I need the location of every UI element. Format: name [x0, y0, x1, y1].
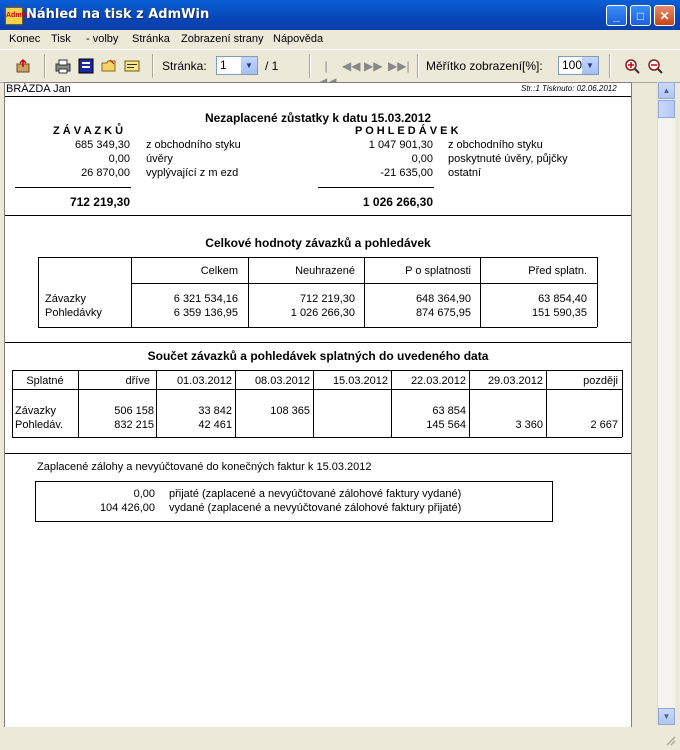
print-preview-page: [4, 82, 632, 728]
table-header: Neuhrazené: [295, 265, 355, 277]
title-bar[interactable]: [0, 0, 680, 30]
table-cell: 506 158: [114, 405, 154, 417]
resize-grip-icon[interactable]: [664, 734, 676, 746]
table-header: dříve: [125, 375, 150, 387]
table-border: [480, 257, 481, 327]
toolbar-separator: [609, 54, 611, 78]
vertical-scrollbar[interactable]: [657, 82, 675, 725]
table-cell: Závazky: [15, 405, 56, 417]
maximize-button[interactable]: □: [630, 5, 651, 26]
advance-value: 104 426,00: [99, 502, 155, 514]
zoom-select[interactable]: [558, 56, 599, 75]
table-cell: 2 667: [590, 419, 618, 431]
divider: [5, 96, 631, 97]
table-header: 01.03.2012: [176, 375, 232, 387]
menu-tisk[interactable]: Tisk: [51, 33, 71, 45]
zoom-out-icon[interactable]: [647, 58, 663, 74]
zoom-select-value: 100: [562, 58, 583, 72]
status-bar: [0, 727, 680, 750]
toolbar: [0, 49, 680, 83]
zavazky-label: úvěry: [146, 153, 173, 165]
zavazky-heading: Z Á V A Z K Ů: [53, 125, 124, 137]
toolbar-separator: [309, 54, 311, 78]
table-cell: 42 461: [198, 419, 232, 431]
divider: [5, 453, 631, 454]
pohledavky-value: -21 635,00: [380, 167, 433, 179]
table-header: 08.03.2012: [254, 375, 310, 387]
open-icon[interactable]: [101, 58, 117, 74]
table-border: [597, 257, 598, 327]
table-border: [12, 437, 622, 438]
scroll-thumb[interactable]: [658, 100, 675, 118]
zavazky-label: z obchodního styku: [146, 139, 241, 151]
table-cell: Závazky: [45, 293, 86, 305]
divider: [5, 342, 631, 343]
zavazky-total: 712 219,30: [69, 195, 130, 209]
table-header: Před splatn.: [528, 265, 587, 277]
last-page-icon[interactable]: ▶▶|: [388, 59, 410, 73]
table-cell: 874 675,95: [415, 307, 471, 319]
table-border: [38, 327, 597, 328]
table-border: [38, 257, 597, 258]
advance-value: 0,00: [133, 488, 155, 500]
table-header: Splatné: [26, 375, 64, 387]
table-header: 15.03.2012: [332, 375, 388, 387]
table-cell: 33 842: [198, 405, 232, 417]
table-border: [622, 370, 623, 437]
page-total: / 1: [265, 59, 279, 73]
menu-stranka[interactable]: Stránka: [132, 33, 170, 45]
pohledavky-label: z obchodního styku: [448, 139, 543, 151]
exit-icon[interactable]: [15, 58, 31, 74]
section-title-unpaid: Nezaplacené zůstatky k datu 15.03.2012: [204, 111, 432, 125]
menu-konec[interactable]: Konec: [9, 33, 41, 45]
toolbar-separator: [152, 54, 154, 78]
next-page-icon[interactable]: ▶▶: [364, 59, 383, 73]
pohledavky-label: poskytnuté úvěry, půjčky: [448, 153, 568, 165]
report-header-right: Str.:1 Tisknuto: 02.06.2012: [521, 84, 617, 93]
pohledavek-heading: P O H L E D Á V E K: [355, 125, 459, 137]
table-cell: 832 215: [114, 419, 154, 431]
table-cell: 151 590,35: [531, 307, 587, 319]
zoom-label: Měřítko zobrazení[%]:: [426, 59, 543, 73]
table-cell: 63 854: [432, 405, 466, 417]
scroll-down-icon[interactable]: ▼: [658, 708, 675, 725]
advance-label: vydané (zaplacené a nevyúčtované zálohové faktury přijaté): [169, 502, 462, 514]
table-cell: 712 219,30: [299, 293, 355, 305]
minimize-button[interactable]: _: [606, 5, 627, 26]
close-button[interactable]: ✕: [654, 5, 675, 26]
page-select[interactable]: [216, 56, 258, 75]
table-border: [38, 257, 39, 327]
table-header: P o splatnosti: [405, 265, 471, 277]
zavazky-value: 685 349,30: [74, 139, 130, 151]
pohledavky-total: 1 026 266,30: [362, 195, 433, 209]
menu-napoveda[interactable]: Nápověda: [273, 33, 324, 45]
table-cell: 108 365: [270, 405, 310, 417]
table-header: 22.03.2012: [410, 375, 466, 387]
table-cell: 6 321 534,16: [173, 293, 238, 305]
scroll-up-icon[interactable]: ▲: [658, 82, 675, 99]
toolbar-separator: [44, 54, 46, 78]
report-header-left: BRÁZDA Jan: [6, 83, 71, 95]
table-cell: Pohledávky: [45, 307, 102, 319]
section-title-totals: Celkové hodnoty závazků a pohledávek: [205, 236, 431, 250]
table-border: [12, 389, 622, 390]
export-icon[interactable]: [124, 58, 140, 74]
table-border: [131, 257, 132, 327]
page-select-value: 1: [220, 58, 227, 72]
app-icon: AdmWin: [5, 7, 23, 25]
table-header: 29.03.2012: [487, 375, 543, 387]
section-title-due: Součet závazků a pohledávek splatných do uvedeného data: [147, 349, 489, 363]
pohledavky-label: ostatní: [448, 167, 482, 179]
print-icon[interactable]: [55, 58, 71, 74]
divider: [5, 215, 631, 216]
table-cell: 3 360: [515, 419, 543, 431]
table-cell: 1 026 266,30: [290, 307, 355, 319]
menu-volby[interactable]: - volby: [86, 33, 119, 45]
table-cell: 145 564: [426, 419, 466, 431]
advance-label: přijaté (zaplacené a nevyúčtované zálohové faktury vydané): [169, 488, 462, 500]
window-title: Náhled na tisk z AdmWin: [26, 7, 210, 22]
chevron-down-icon[interactable]: ▼: [582, 57, 598, 74]
menu-zobrazeni-strany[interactable]: Zobrazení strany: [181, 33, 264, 45]
pohledavky-value: 1 047 901,30: [368, 139, 433, 151]
pohledavky-value: 0,00: [411, 153, 433, 165]
printer-setup-icon[interactable]: [78, 58, 94, 74]
first-page-icon[interactable]: |: [324, 59, 328, 73]
zavazky-label: vyplývající z m ezd: [146, 167, 239, 179]
page-label: Stránka:: [162, 59, 207, 73]
table-cell: 648 364,90: [415, 293, 471, 305]
menu-bar: [0, 30, 680, 48]
zavazky-value: 26 870,00: [81, 167, 130, 179]
table-cell: 63 854,40: [538, 293, 587, 305]
chevron-down-icon[interactable]: ▼: [241, 57, 257, 74]
prev-page-icon[interactable]: ◀◀: [342, 59, 361, 73]
table-border: [12, 370, 622, 371]
zavazky-value: 0,00: [108, 153, 130, 165]
table-border: [248, 257, 249, 327]
table-border: [364, 257, 365, 327]
table-header: Celkem: [200, 265, 238, 277]
table-cell: Pohledáv.: [15, 419, 64, 431]
table-header: později: [583, 375, 618, 387]
table-cell: 6 359 136,95: [173, 307, 238, 319]
toolbar-separator: [417, 54, 419, 78]
section-title-advances: Zaplacené zálohy a nevyúčtované do konečných faktur k 15.03.2012: [37, 461, 372, 473]
sum-line: [15, 187, 131, 188]
zoom-in-icon[interactable]: [624, 58, 640, 74]
sum-line: [318, 187, 434, 188]
